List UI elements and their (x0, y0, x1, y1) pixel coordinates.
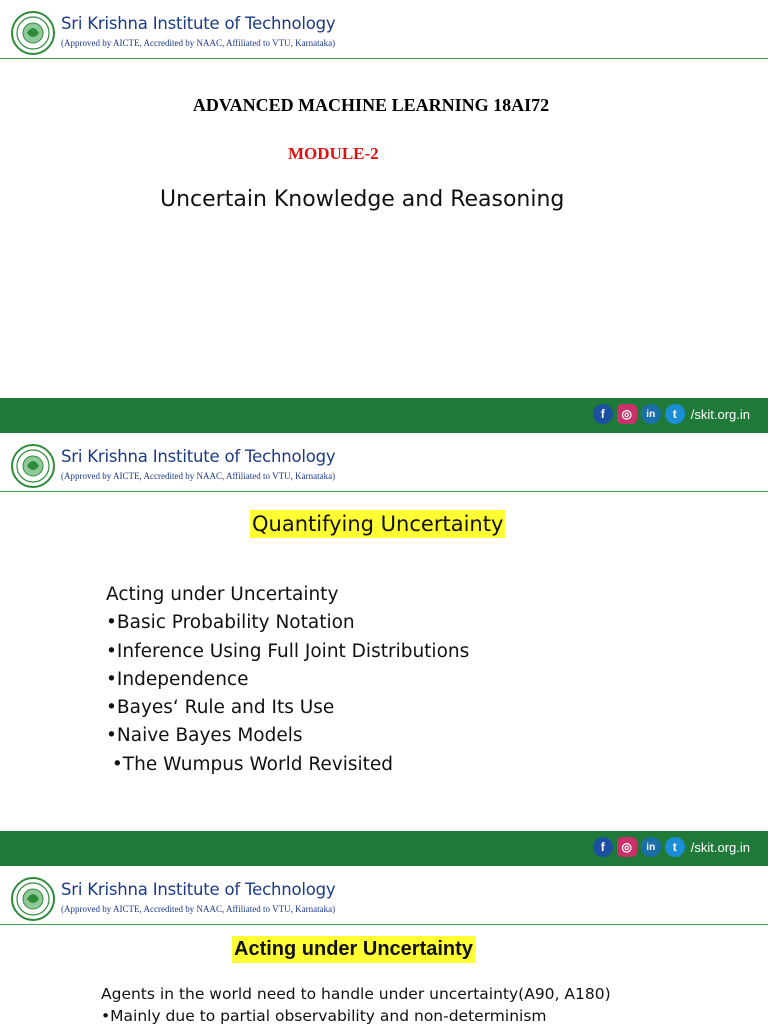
list-item: •Independence (106, 668, 249, 690)
course-title: ADVANCED MACHINE LEARNING 18AI72 (192, 95, 550, 115)
footer-band-2 (0, 831, 768, 866)
list-item: •Bayes‘ Rule and Its Use (106, 697, 335, 719)
facebook-icon[interactable]: f (593, 837, 613, 857)
module-topic: Uncertain Knowledge and Reasoning (160, 187, 565, 212)
institute-approval: (Approved by AICTE, Accredited by NAAC, Affiliated to VTU, Karnataka) (61, 904, 336, 914)
slide-title: Acting under Uncertainty (232, 936, 475, 963)
institute-name: Sri Krishna Institute of Technology (61, 14, 336, 33)
website-link[interactable]: /skit.org.in (690, 839, 750, 855)
list-item: Acting under Uncertainty (106, 584, 339, 605)
instagram-icon[interactable]: ◎ (617, 404, 637, 424)
institute-logo-icon (11, 877, 55, 921)
module-label: MODULE-2 (288, 144, 379, 163)
institute-logo-icon (11, 11, 55, 55)
institute-name: Sri Krishna Institute of Technology (61, 880, 336, 899)
slide-2 (0, 433, 768, 831)
twitter-icon[interactable]: t (665, 837, 685, 857)
body-line: Agents in the world need to handle under uncertainty(A90, A180) (101, 985, 611, 1003)
slide-1 (0, 0, 768, 398)
slide-3 (0, 866, 768, 1024)
website-link[interactable]: /skit.org.in (690, 406, 750, 422)
header-divider (0, 924, 768, 925)
slide-title: Quantifying Uncertainty (252, 512, 504, 536)
institute-approval: (Approved by AICTE, Accredited by NAAC, Affiliated to VTU, Karnataka) (61, 471, 336, 481)
instagram-icon[interactable]: ◎ (617, 837, 637, 857)
slide-body (101, 983, 611, 1027)
header-divider (0, 491, 768, 492)
linkedin-icon[interactable]: in (641, 404, 661, 424)
social-footer (593, 837, 750, 857)
twitter-icon[interactable]: t (665, 404, 685, 424)
institute-name: Sri Krishna Institute of Technology (61, 447, 336, 466)
facebook-icon[interactable]: f (593, 404, 613, 424)
list-item: •Basic Probability Notation (106, 612, 355, 634)
footer-band-1 (0, 398, 768, 433)
institute-logo-icon (11, 444, 55, 488)
social-footer (593, 404, 750, 424)
header-divider (0, 58, 768, 59)
list-item: •The Wumpus World Revisited (106, 753, 393, 775)
topic-list (106, 581, 469, 779)
list-item: •Inference Using Full Joint Distributions (106, 640, 470, 662)
body-line: •Mainly due to partial observability and non-determinism (101, 1007, 547, 1025)
linkedin-icon[interactable]: in (641, 837, 661, 857)
list-item: •Naive Bayes Models (106, 725, 303, 747)
institute-approval: (Approved by AICTE, Accredited by NAAC, Affiliated to VTU, Karnataka) (61, 38, 336, 48)
